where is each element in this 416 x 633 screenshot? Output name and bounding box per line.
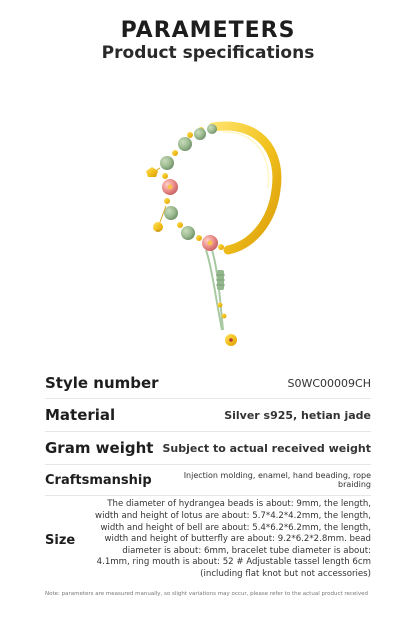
spec-row-style-number — [45, 368, 371, 399]
footnote: Note: parameters are measured manually, so slight variations may occur, please refer to the actual product received — [45, 591, 368, 597]
spec-label: Craftsmanship — [45, 472, 152, 488]
spec-value: Silver s925, hetian jade — [224, 408, 371, 422]
spec-label: Material — [45, 406, 116, 424]
spec-row-size — [45, 496, 371, 584]
spec-value: Injection molding, enamel, hand beading, rope braiding — [183, 471, 371, 489]
product-image — [0, 80, 416, 370]
spec-row-gram-weight — [45, 432, 371, 465]
spec-value: The diameter of hydrangea beads is about: 9mm, the length, width and height of lotus are about: 5.7*4.2*4.2mm, the length, width and height of bell are about: 5.4*6.2*6.2mm, the length, width and height of butterfly are about: 9.2*6.2*2.8mm. bead diameter is about: 6mm, bracelet tube diameter is about: 4.1mm, ring mouth is about: 52 # Adjustable tassel length 6cm (including flat knot but not accessories) — [95, 499, 371, 579]
spec-value: S0WC00009CH — [287, 376, 371, 390]
spec-label: Style number — [45, 374, 159, 392]
page-title: PARAMETERS — [120, 18, 296, 43]
header — [0, 0, 416, 63]
specs-table — [45, 368, 371, 584]
spec-label: Size — [45, 532, 76, 548]
spec-row-craftsmanship — [45, 465, 371, 496]
spec-label: Gram weight — [45, 439, 154, 457]
spec-value: Subject to actual received weight — [162, 441, 371, 455]
spec-row-material — [45, 399, 371, 432]
page-subtitle: Product specifications — [101, 43, 315, 63]
